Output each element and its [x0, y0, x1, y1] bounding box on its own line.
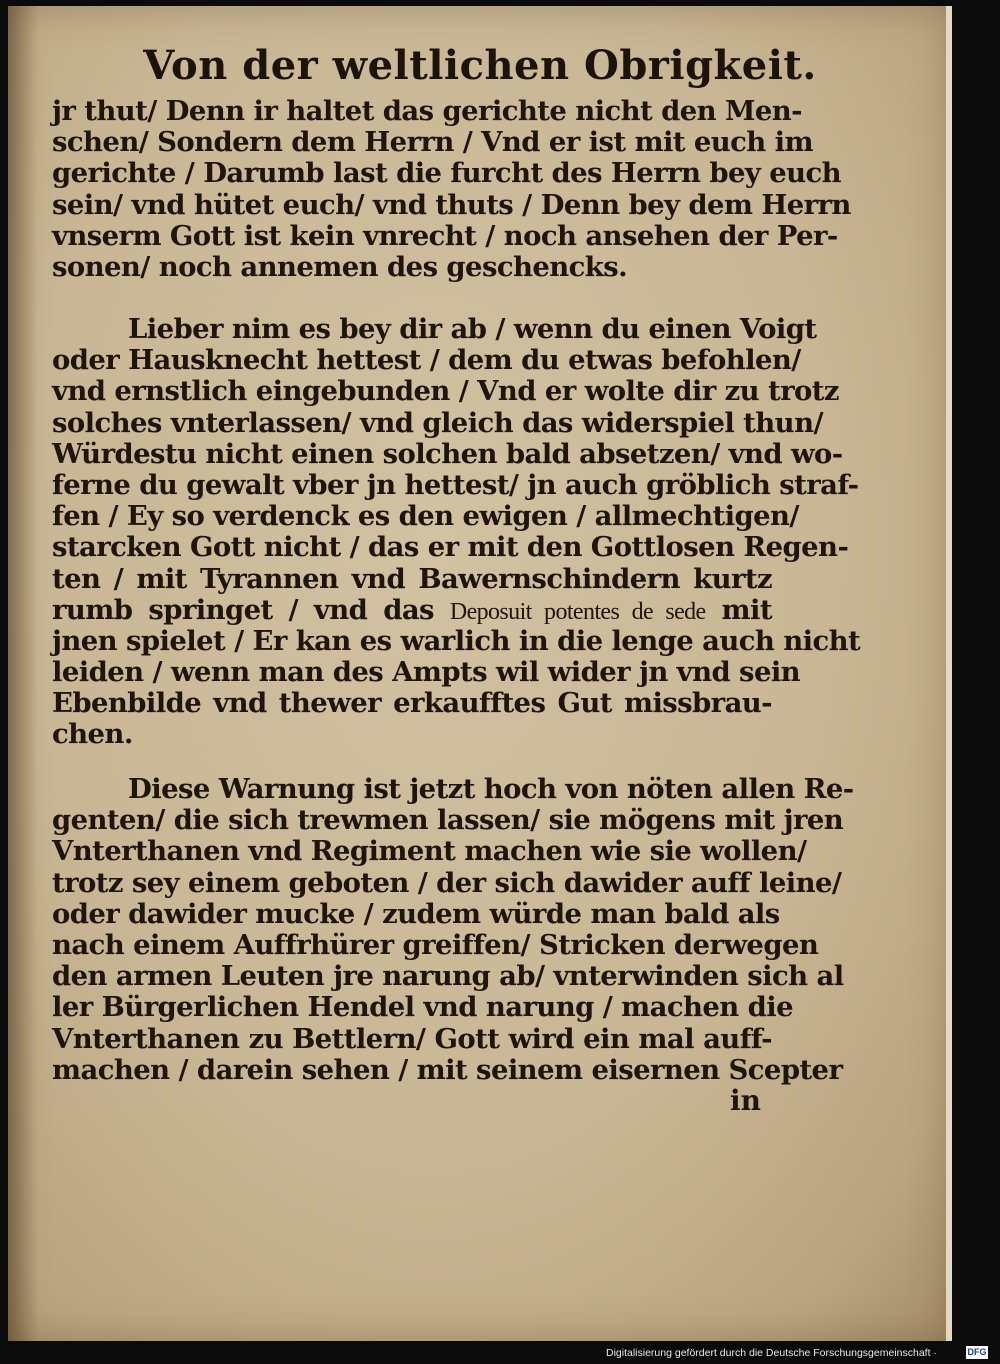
- catchword: in: [730, 1084, 761, 1117]
- text-line: starcken Gott nicht / das er mit den Gottlosen Regen-: [52, 531, 849, 564]
- paragraph-2: [52, 313, 861, 751]
- text-line: Vnterthanen vnd Regiment machen wie sie wollen/: [52, 835, 807, 868]
- text-line: jr thut/ Denn ir haltet das gerichte nicht den Men-: [52, 95, 802, 127]
- text-line: Würdestu nicht einen solchen bald absetzen/ vnd wo-: [52, 437, 843, 470]
- text-line: ler Bürgerlichen Hendel vnd narung / machen die: [52, 991, 794, 1024]
- text-line: jnen spielet / Er kan es warlich in die lenge auch nicht: [52, 624, 861, 657]
- dfg-logo: DFG: [967, 1347, 987, 1357]
- text-line: rumb springet / vnd das Deposuit potentes de sede mit: [52, 593, 772, 626]
- text-line: den armen Leuten jre narung ab/ vnterwinden sich al: [52, 960, 844, 993]
- paragraph-3: [52, 773, 854, 1086]
- text-line: genten/ die sich trewmen lassen/ sie mögens mit jren: [52, 804, 844, 837]
- text-line: Ebenbilde vnd thewer erkaufftes Gut missbrau-: [52, 687, 772, 720]
- text-line: gerichte / Darumb last die furcht des Herrn bey euch: [52, 157, 842, 190]
- text-line: ten / mit Tyrannen vnd Bawernschindern kurtz: [52, 562, 772, 595]
- latin-quote: Deposuit potentes de sede: [449, 598, 706, 625]
- text-line: vnd ernstlich eingebunden / Vnd er wolte dir zu trotz: [52, 375, 839, 408]
- text-line: sein/ vnd hütet euch/ vnd thuts / Denn bey dem Herrn: [52, 188, 851, 221]
- paragraph-1: [52, 95, 851, 283]
- text-line: schen/ Sondern dem Herrn / Vnd er ist mit euch im: [52, 126, 814, 159]
- digitization-credit: Digitalisierung gefördert durch die Deutsche Forschungsgemeinschaft ·: [606, 1347, 937, 1359]
- text-line: solches vnterlassen/ vnd gleich das widerspiel thun/: [52, 406, 823, 439]
- book-page: [8, 6, 952, 1341]
- text-line: vnserm Gott ist kein vnrecht / noch ansehen der Per-: [52, 219, 838, 252]
- text-line: machen / darein sehen / mit seinem eisernen Scepter: [52, 1053, 843, 1086]
- text-line: trotz sey einem geboten / der sich dawider auff leine/: [52, 866, 842, 899]
- text-line: nach einem Auffrhürer greiffen/ Stricken derwegen: [52, 928, 819, 961]
- text-line: Diese Warnung ist jetzt hoch von nöten allen Re-: [128, 773, 854, 805]
- running-header: Von der weltlichen Obrigkeit.: [143, 42, 817, 89]
- page-edge: [946, 6, 952, 1341]
- text-line: fen / Ey so verdenck es den ewigen / allmechtigen/: [52, 500, 799, 533]
- text-line: sonen/ noch annemen des geschencks.: [52, 250, 628, 283]
- text-line: leiden / wenn man des Ampts wil wider jn vnd sein: [52, 656, 801, 689]
- text-line: Vnterthanen zu Bettlern/ Gott wird ein mal auff-: [52, 1022, 772, 1055]
- text-line: oder dawider mucke / zudem würde man bald als: [52, 897, 780, 930]
- text-line: chen.: [52, 718, 133, 751]
- text-line: Lieber nim es bey dir ab / wenn du einen Voigt: [128, 313, 817, 345]
- text-line: ferne du gewalt vber jn hettest/ jn auch gröblich straf-: [52, 468, 859, 501]
- text-line: oder Hausknecht hettest / dem du etwas befohlen/: [52, 344, 801, 377]
